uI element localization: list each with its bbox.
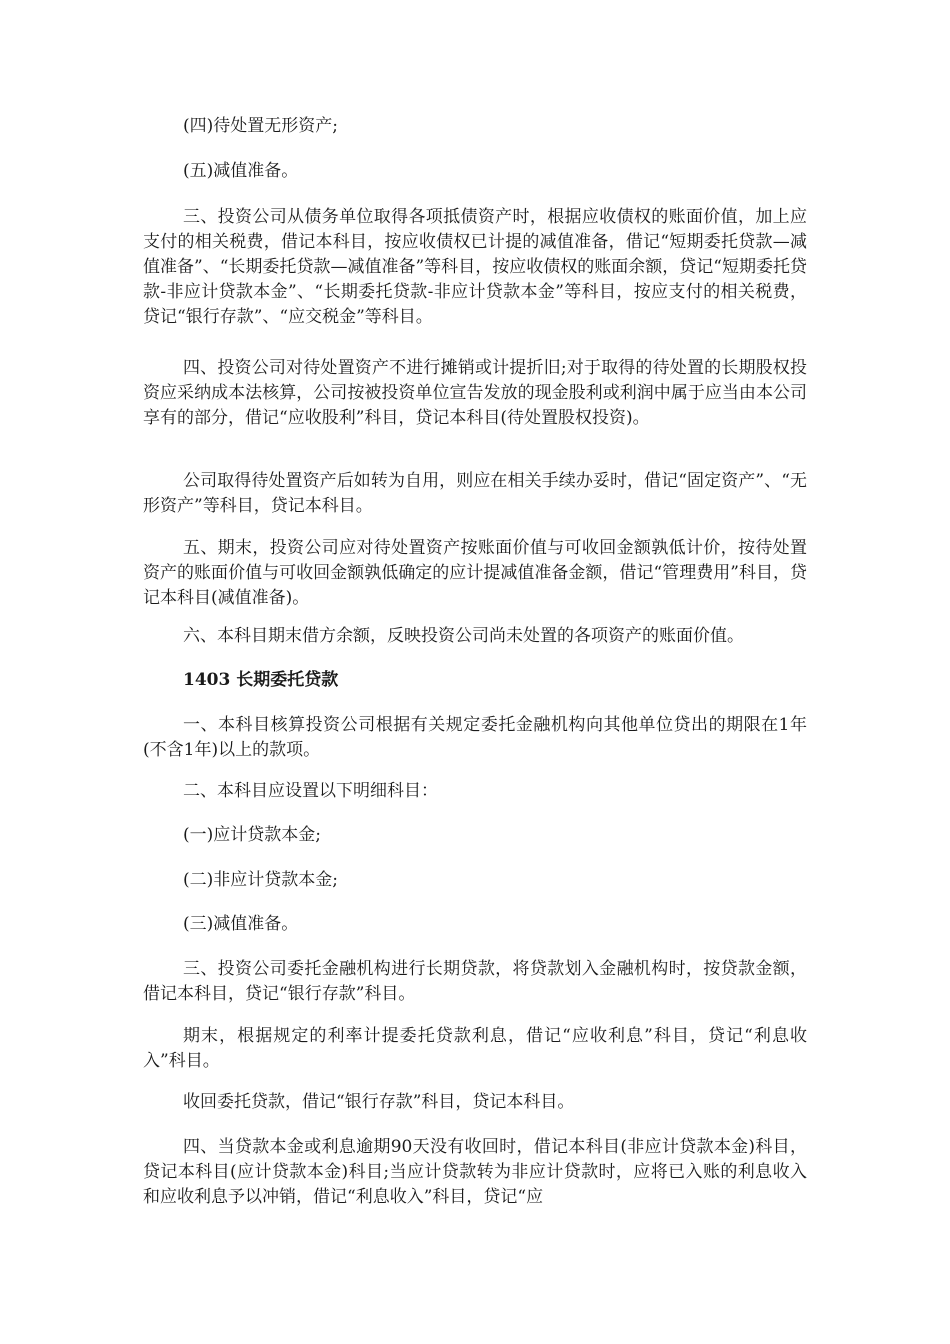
paragraph-10: (一)应计贷款本金; (183, 825, 321, 845)
paragraph-2: (五)减值准备。 (183, 161, 299, 181)
paragraph-4: 四、投资公司对待处置资产不进行摊销或计提折旧;对于取得的待处置的长期股权投资应采纳成本法核算，公司按被投资单位宣告发放的现金股利或利润中属于应当由本公司享有的部分，借记“应收股利”科目，贷记本科目(待处置股权投资)。 (143, 358, 807, 428)
paragraph-16: 四、当贷款本金或利息逾期90天没有收回时，借记本科目(非应计贷款本金)科目，贷记本科目(应计贷款本金)科目;当应计贷款转为非应计贷款时，应将已入账的利息收入和应收利息予以冲销，借记“利息收入”科目，贷记“应 (143, 1137, 807, 1207)
paragraph-15: 收回委托贷款，借记“银行存款”科目，贷记本科目。 (183, 1092, 575, 1112)
paragraph-12: (三)减值准备。 (183, 914, 299, 934)
paragraph-13: 三、投资公司委托金融机构进行长期贷款，将贷款划入金融机构时，按贷款金额，借记本科目，贷记“银行存款”科目。 (143, 959, 807, 1004)
paragraph-7: 六、本科目期末借方余额，反映投资公司尚未处置的各项资产的账面价值。 (183, 626, 744, 646)
paragraph-14: 期末，根据规定的利率计提委托贷款利息，借记“应收利息”科目，贷记“利息收入”科目。 (143, 1026, 807, 1071)
paragraph-6: 五、期末，投资公司应对待处置资产按账面价值与可收回金额孰低计价，按待处置资产的账面价值与可收回金额孰低确定的应计提减值准备金额，借记“管理费用”科目，贷记本科目(减值准备)。 (143, 538, 807, 608)
paragraph-1: (四)待处置无形资产; (183, 116, 338, 136)
paragraph-8: 一、本科目核算投资公司根据有关规定委托金融机构向其他单位贷出的期限在1年(不含1年)以上的款项。 (143, 715, 807, 760)
paragraph-5: 公司取得待处置资产后如转为自用，则应在相关手续办妥时，借记“固定资产”、“无形资产”等科目，贷记本科目。 (143, 471, 807, 516)
paragraph-11: (二)非应计贷款本金; (183, 870, 338, 890)
section-heading: 1403 长期委托贷款 (183, 670, 339, 690)
paragraph-9: 二、本科目应设置以下明细科目： (183, 781, 438, 801)
paragraph-3: 三、投资公司从债务单位取得各项抵债资产时，根据应收债权的账面价值，加上应支付的相关税费，借记本科目，按应收债权已计提的减值准备，借记“短期委托贷款—减值准备”、“长期委托贷款—减值准备”等科目，按应收债权的账面余额，贷记“短期委托贷款-非应计贷款本金”、“长期委托贷款-非应计贷款本金”等科目，按应支付的相关税费，贷记“银行存款”、“应交税金”等科目。 (143, 207, 807, 327)
